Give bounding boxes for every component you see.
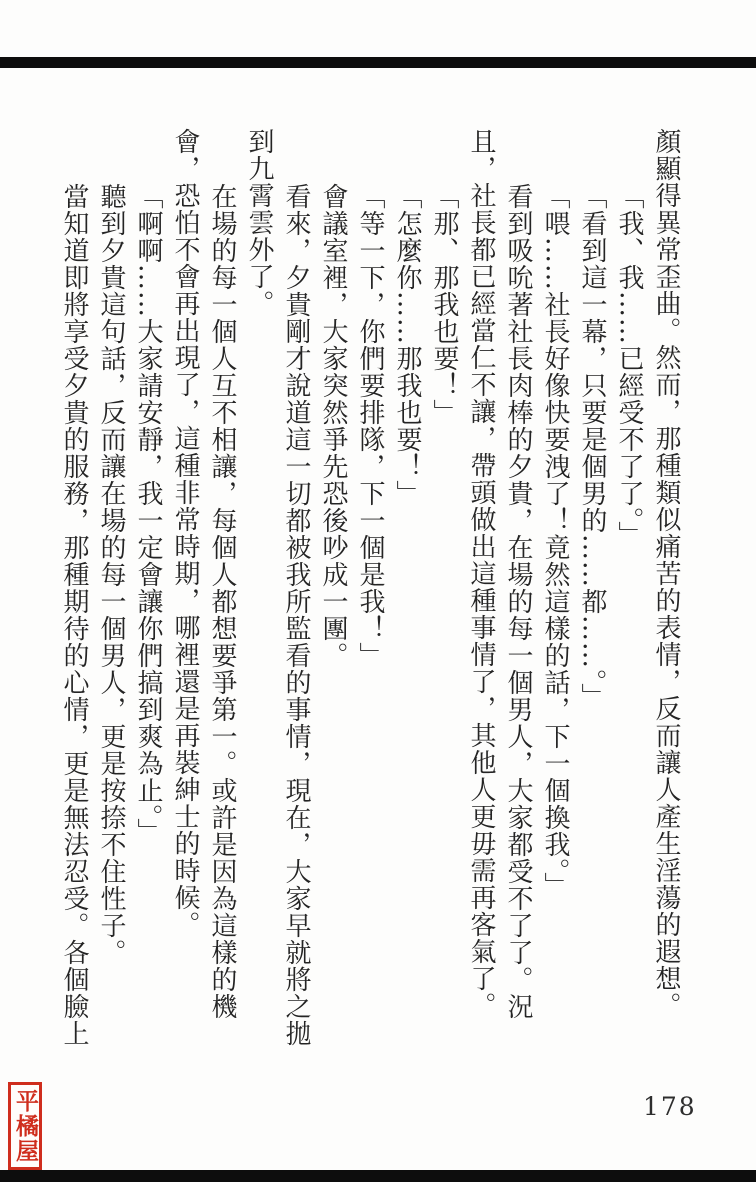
text-column: 且，社長都已經當仁不讓，帶頭做出這種事情了，其他人更毋需再客氣了。 <box>466 128 496 1019</box>
text-column: 在場的每一個人互不相讓，每個人都想要爭第一。或許是因為這樣的機 <box>207 183 237 1020</box>
text-column: 看來，夕貴剛才說道這一切都被我所監看的事情，現在，大家早就將之拋 <box>281 183 311 1047</box>
text-column: 「等一下，你們要排隊，下一個是我！」 <box>355 183 385 669</box>
top-scan-bar <box>0 57 756 68</box>
page-number: 178 <box>643 1092 697 1121</box>
text-column: 到九霄雲外了。 <box>244 128 274 317</box>
text-column: 「看到這一幕，只要是個男的……都……。」 <box>577 183 607 710</box>
vertical-text-block <box>55 128 684 1103</box>
text-column: 「我、我……已經受不了了。」 <box>614 183 644 548</box>
text-column: 會議室裡，大家突然爭先恐後吵成一團。 <box>318 183 348 669</box>
text-column: 「怎麼你……那我也要！」 <box>392 183 422 507</box>
text-column: 「啊啊……大家請安靜，我一定會讓你們搞到爽為止。」 <box>133 183 163 845</box>
publisher-seal-text: 平橘屋 <box>12 1088 39 1164</box>
bottom-scan-bar <box>0 1170 756 1182</box>
text-column: 當知道即將享受夕貴的服務，那種期待的心情，更是無法忍受。各個臉上 <box>59 183 89 1047</box>
text-column: 看到吸吮著社長肉棒的夕貴，在場的每一個男人，大家都受不了了。況 <box>503 183 533 1020</box>
text-column: 顏顯得異常歪曲。然而，那種類似痛苦的表情，反而讓人產生淫蕩的遐想。 <box>651 128 681 1019</box>
text-column: 「喂……社長好像快要洩了！竟然這樣的話，下一個換我。」 <box>540 183 570 899</box>
text-column: 「那、那我也要！」 <box>429 183 459 426</box>
publisher-seal <box>8 1082 42 1170</box>
text-column: 聽到夕貴這句話，反而讓在場的每一個男人，更是按捺不住性子。 <box>96 183 126 966</box>
text-column: 會，恐怕不會再出現了，這種非常時期，哪裡還是再裝紳士的時候。 <box>170 128 200 938</box>
